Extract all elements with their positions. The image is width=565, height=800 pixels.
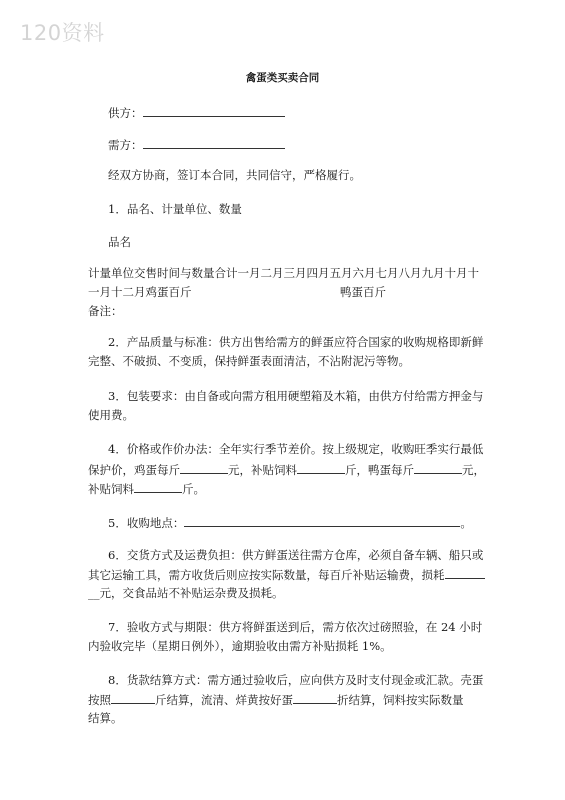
section4-l3a: 补贴饲料 <box>88 482 134 496</box>
section1-row1: 计量单位交售时间与数量合计一月二月三月四月五月六月七月八月九月十月十 <box>88 266 479 280</box>
supplier-line <box>108 104 285 121</box>
section3-line1: 3．包装要求：由自备或向需方租用硬塑箱及木箱，由供方付给需方押金与 <box>108 389 484 403</box>
chicken-feed-blank[interactable] <box>297 461 345 474</box>
section1-row2b: 鸭蛋百斤 <box>340 285 386 299</box>
section1-product: 品名 <box>108 235 131 249</box>
section6-line2 <box>88 566 485 583</box>
duck-price-blank[interactable] <box>414 461 462 474</box>
section2-line2: 完整、不破损、不变质，保持鲜蛋表面清洁，不沾附泥污等物。 <box>88 354 410 368</box>
egg-price-blank[interactable] <box>180 461 228 474</box>
section1-note: 备注： <box>88 304 123 318</box>
section8-l2a: 按照 <box>88 693 111 707</box>
section4-l2c: 斤，鸭蛋每斤 <box>345 463 414 477</box>
buyer-blank[interactable] <box>143 136 285 149</box>
section8-line2 <box>88 691 464 708</box>
section8-line3: 结算。 <box>88 711 123 725</box>
supplier-label: 供方： <box>108 106 143 120</box>
buyer-line <box>108 136 285 153</box>
shell-egg-blank[interactable] <box>111 691 155 704</box>
intro-text: 经双方协商，签订本合同，共同信守，严格履行。 <box>108 168 361 182</box>
section7-line2: 内验收完毕（星期日例外），逾期验收由需方补贴损耗 1%。 <box>88 639 392 653</box>
duck-feed-blank[interactable] <box>134 480 182 493</box>
section4-l3b: 斤。 <box>182 482 205 496</box>
section4-l2a: 保护价，鸡蛋每斤 <box>88 463 180 477</box>
section4-line3 <box>88 480 205 497</box>
purchase-location-blank[interactable] <box>184 514 460 527</box>
section4-l2d: 元， <box>462 463 485 477</box>
section8-l2c: 折结算，饲料按实际数量 <box>337 693 464 707</box>
section5-label: 5．收购地点： <box>108 516 185 530</box>
section4-line2 <box>88 461 485 478</box>
watermark-logo: 120资料 <box>20 21 105 45</box>
buyer-label: 需方： <box>108 138 143 152</box>
page-title: 禽蛋类买卖合同 <box>245 72 320 84</box>
supplier-blank[interactable] <box>143 104 285 117</box>
section8-l2b: 斤结算，流清、烊黄按好蛋 <box>155 693 293 707</box>
section2-line1: 2．产品质量与标准：供方出售给需方的鲜蛋应符合国家的收购规格即新鲜 <box>108 335 484 349</box>
section4-line1: 4．价格或作价办法：全年实行季节差价。按上级规定，收购旺季实行最低 <box>108 442 484 456</box>
section6-line1: 6．交货方式及运费负担：供方鲜蛋送往需方仓库，必须自备车辆、船只或 <box>108 548 484 562</box>
section5-line <box>108 514 472 531</box>
section7-line1: 7．验收方式与期限：供方将鲜蛋送到后，需方依次过磅照验，在 24 小时 <box>108 620 483 634</box>
section1-heading: 1．品名、计量单位、数量 <box>108 202 242 216</box>
loss-blank[interactable] <box>445 566 485 579</box>
discount-blank[interactable] <box>293 691 337 704</box>
section6-line3: __元，交食品站不补贴运杂费及损耗。 <box>88 586 284 600</box>
section3-line2: 使用费。 <box>88 408 134 422</box>
section5-end: 。 <box>460 516 472 530</box>
section4-l2b: 元，补贴饲料 <box>228 463 297 477</box>
section1-row2a: 一月十二月鸡蛋百斤 <box>88 285 192 299</box>
section6-l2: 其它运输工具，需方收货后则应按实际数量，每百斤补贴运输费，损耗 <box>88 568 445 582</box>
section8-line1: 8．货款结算方式：需方通过验收后，应向供方及时支付现金或汇款。壳蛋 <box>108 673 484 687</box>
